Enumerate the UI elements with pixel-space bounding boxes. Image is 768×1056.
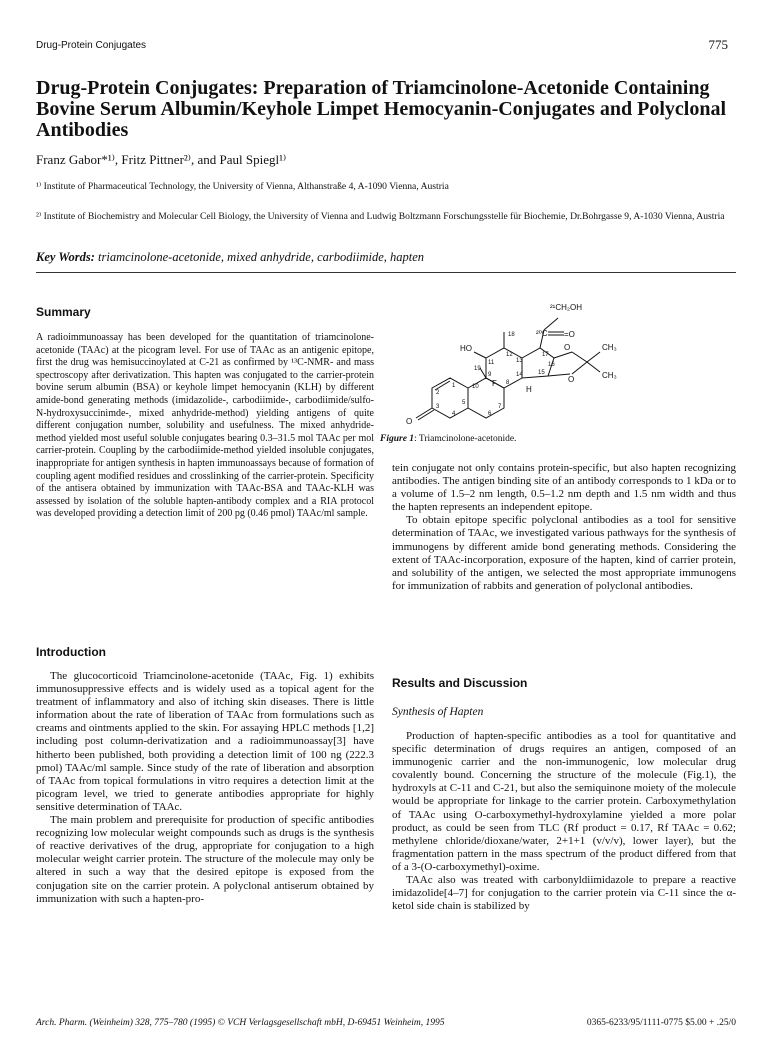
atom-label: =O: [564, 330, 575, 339]
ring-number: 10: [472, 384, 479, 390]
introduction-body: [36, 670, 374, 906]
ring-number: 19: [474, 366, 481, 372]
summary-heading: Summary: [36, 305, 91, 319]
atom-label: HO: [460, 344, 472, 353]
ring-number: 4: [452, 411, 456, 417]
affiliation-2: ²⁾ Institute of Biochemistry and Molecular Cell Biology, the University of Vienna and Ludwig Boltzmann Forschungsstelle für Biochemie, Dr.Bohrgasse 9, A-1030 Vienna, Austria: [36, 211, 725, 222]
ring-number: 17: [542, 352, 549, 358]
ring-number: 3: [436, 404, 440, 410]
ring-number: 11: [488, 360, 495, 366]
keywords-label: Key Words:: [36, 250, 95, 264]
ring-number: 2: [436, 390, 440, 396]
paragraph: tein conjugate not only contains protein-specific, but also hapten recognizing antibodies. The antigen binding site of an antibody corresponds to 1 kDa or to a volume of 1.5–2 nm length, 0.5–1.2 nm depth and 1.5 nm width and thus the hapten represents an independent epitope.: [392, 462, 736, 514]
atom-label: ²⁰C: [536, 329, 548, 338]
atom-label: ²¹CH₂OH: [550, 303, 582, 312]
divider: [36, 272, 736, 273]
footer: [36, 1018, 736, 1028]
figure-caption-text: : Triamcinolone-acetonide.: [414, 434, 517, 444]
affiliation-1: ¹⁾ Institute of Pharmaceutical Technology, the University of Vienna, Althanstraße 4, A-1090 Vienna, Austria: [36, 181, 449, 192]
right-column-top: [392, 462, 736, 593]
introduction-heading: Introduction: [36, 645, 106, 659]
running-title: Drug-Protein Conjugates: [36, 40, 147, 51]
page-number: 775: [708, 37, 728, 52]
atom-label: O: [564, 343, 571, 352]
figure-caption: [380, 434, 516, 444]
ring-number: 6: [488, 411, 492, 417]
keywords-text: triamcinolone-acetonide, mixed anhydride, carbodiimide, hapten: [98, 250, 425, 264]
atom-label: O: [406, 417, 413, 426]
ring-number: 12: [506, 352, 513, 358]
results-body: [392, 730, 736, 913]
keywords: [36, 250, 424, 265]
atom-label: F: [492, 379, 497, 388]
article-title: Drug-Protein Conjugates: Preparation of Triamcinolone-Acetonide Containing Bovine Serum Albumin/Keyhole Limpet Hemocyanin-Conjugates and Polyclonal Antibodies: [36, 77, 727, 141]
footer-code: 0365-6233/95/1111-0775 $5.00 + .25/0: [586, 1018, 736, 1028]
atom-label: CH₃: [602, 371, 617, 380]
ring-number: 7: [498, 404, 502, 410]
ring-number: 16: [548, 362, 555, 368]
ring-number: 1: [452, 383, 456, 389]
paragraph: TAAc also was treated with carbonyldiimidazole to prepare a reactive imidazolide[4–7] for conjugation to the carrier protein via C-11 since the α-ketol side chain is stabilized by: [392, 874, 736, 913]
authors: Franz Gabor*¹⁾, Fritz Pittner²⁾, and Paul Spiegl¹⁾: [36, 152, 287, 167]
results-heading: Results and Discussion: [392, 676, 528, 690]
atom-label: O: [568, 375, 575, 384]
paragraph: The main problem and prerequisite for production of specific antibodies recognizing low molecular weight compounds such as drugs is the synthesis of reactive derivatives of the drug, appropriate for conjugation to a high molecular weight carrier protein. The structure of the molecule may only be altered in such a way that the desired epitope is exposed from the conjugation site on the carrier protein. A polyclonal antiserum obtained by immunization with such a hapten-pro-: [36, 814, 374, 905]
atom-label: H: [526, 385, 532, 394]
paragraph: The glucocorticoid Triamcinolone-acetonide (TAAc, Fig. 1) exhibits immunosuppressive effects and is widely used as a topical agent for the treatment of inflammatory and also of itching skin diseases. There is little information about the rate of liberation of TAAc from formulations such as creams and ointments applied to the skin. For assaying HPLC methods [1,2] including post column-derivatization and a radioimmunoassay[3] have hitherto been published, both providing a detection limit of 100 ng (222.3 pmol) TAAc/ml sample. Since study of the rate of liberation and absorption of TAAc from topical formulations in vitro requires a detection limit at the picogram level, we tried to generate antibodies appropriate for highly sensitive determination of TAAc.: [36, 670, 374, 813]
ring-number: 5: [462, 400, 466, 406]
results-subheading: Synthesis of Hapten: [392, 706, 484, 718]
ring-number: 15: [538, 370, 545, 376]
summary-text: A radioimmunoassay has been developed for the quantitation of triamcinolone-acetonide (TAAc) at the picogram level. For use of TAAc as an antigenic epitope, first the drug was hemisuccinoylated at C-21 as confirmed by ¹³C-NMR- and mass spectroscopy after derivatization. This hapten was conjugated to the carrier-protein bovine serum albumin (BSA) or keyhole limpet hemocyanin (KLH) by different amide-bond generating methods (imidazolide-, carbodiimide-, carbodiimide/sulfo-N-hydroxysuccinimde-, mixed anhydride-method) yielding antigens of quite different conjugation number, solubility and usefulness. The mixed anhydride-method yielded most useful soluble conjugates bearing 0.3–31.5 mol TAAc per mol carrier-protein. Coupling by the carbodiimide-method yielded insoluble conjugates, inappropriate for antigen synthesis in hapten immunoassays because of formation of coupling agent modified residues and crosslinking of the carrier-protein. Specificity of the antisera obtained by immunization with TAAc-BSA and TAAc-KLH was assessed by isolation of the soluble hapten-antibody complex and a RIA protocol was developed providing a detection limit of 200 pg (0.46 pmol) TAAc/ml sample.: [36, 332, 374, 520]
paragraph: To obtain epitope specific polyclonal antibodies as a tool for sensitive determination of TAAc, we investigated various pathways for the synthesis of immunogens by different amide bond generating methods. Considering the extent of TAAc-incorporation, exposure of the hapten, kind of carrier protein, and solubility of the antigen, we selected the most appropriate immunogens for immunization of rabbits and generation of polyclonal antibodies.: [392, 514, 736, 592]
ring-number: 13: [516, 358, 523, 364]
triamcinolone-structure-figure: [402, 296, 702, 448]
ring-number: 18: [508, 332, 515, 338]
ring-number: 14: [516, 372, 523, 378]
footer-citation: Arch. Pharm. (Weinheim) 328, 775–780 (1995) © VCH Verlagsgesellschaft mbH, D-69451 Weinheim, 1995: [36, 1018, 445, 1028]
ring-number: 8: [506, 380, 510, 386]
paragraph: Production of hapten-specific antibodies as a tool for quantitative and specific determination of drugs requires an antigen, composed of an immunogenic carrier and the non-immunogenic, low molecular drug covalently bound. Concerning the structure of the molecule (Fig.1), the hydroxyls at C-11 and C-21, but also the semiquinone moiety of the molecule would be appropriate for linkage to the carrier protein. Carboxymethylation of TAAc using O-carboxymethyl-hydroxylamine yielded a more polar product, as could be seen from TLC (Rf product = 0.17, Rf TAAc = 0.62; methylene chloride/dioxane/water, 2+1+1 (v/v/v), lower layer), but the fragmentation pattern in the mass spectrum of the product differed from that of a 3-(O-carboxymethyl)-oxime.: [392, 730, 736, 873]
figure-caption-label: Figure 1: [380, 434, 415, 444]
atom-label: CH₃: [602, 343, 617, 352]
ring-number: 9: [488, 372, 492, 378]
